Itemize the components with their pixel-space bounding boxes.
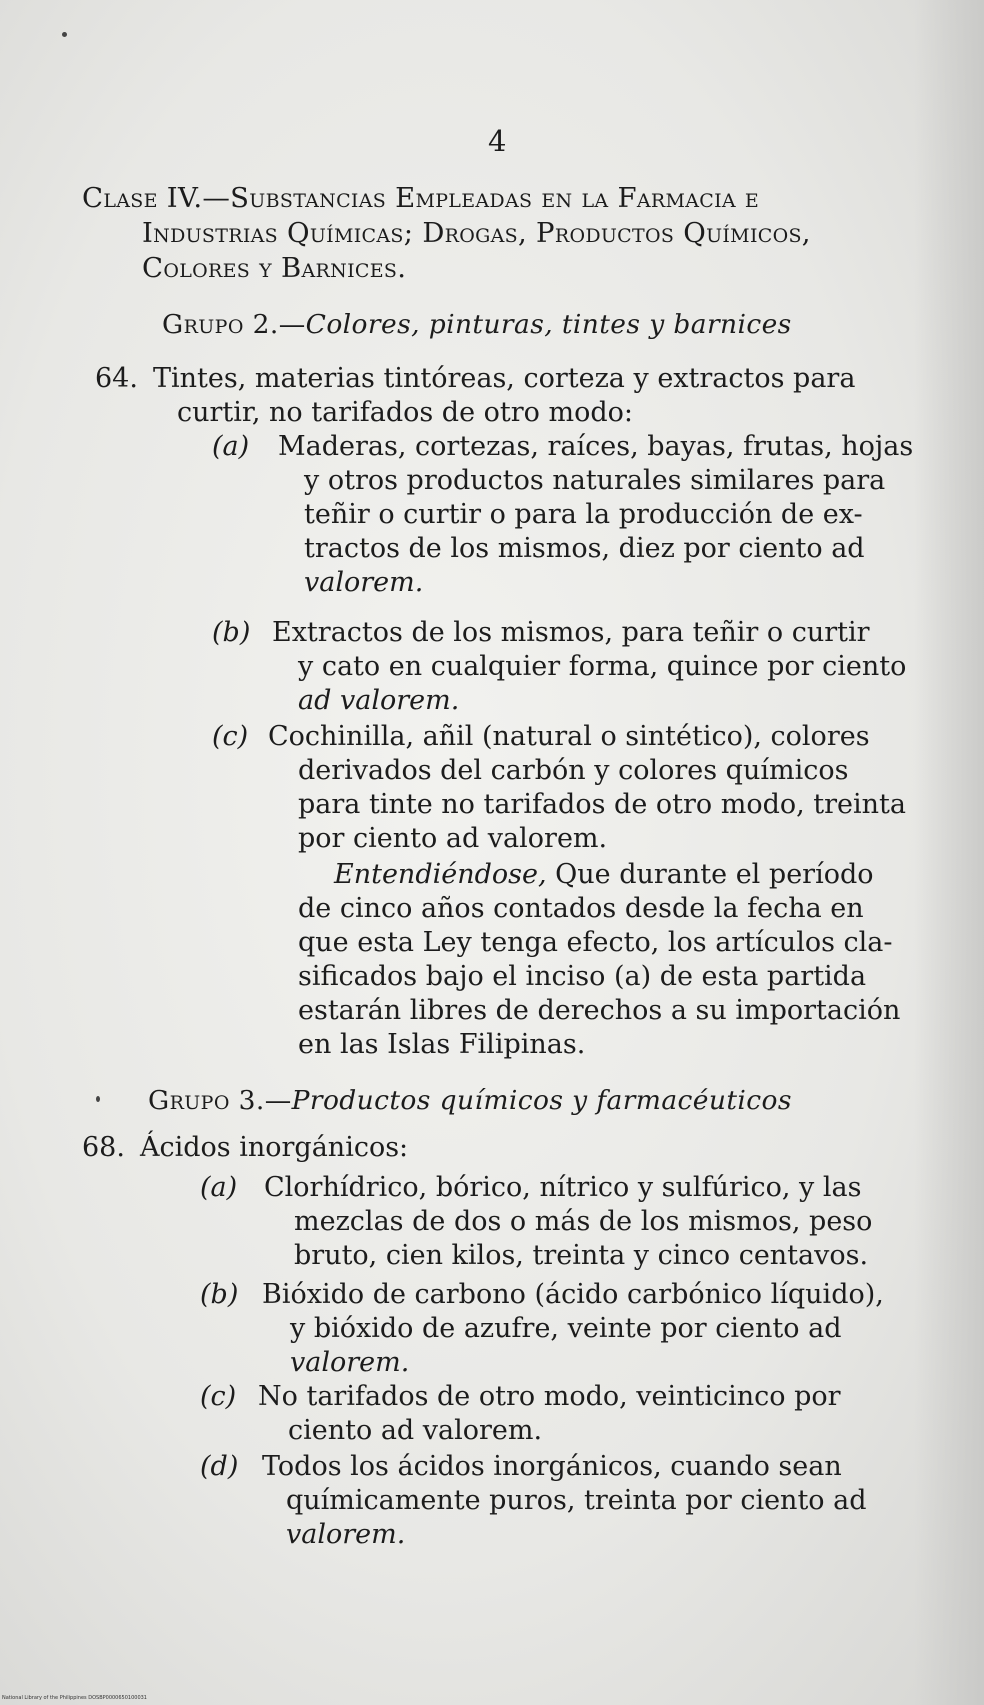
grupo-title: Productos químicos y farmacéuticos (291, 1085, 792, 1116)
sub-line: y bióxido de azufre, veinte por ciento ad (290, 1313, 842, 1344)
sub-line: estarán libres de derechos a su importación (298, 995, 901, 1026)
subitem-label: (a) (212, 431, 250, 462)
clase-line: Industrias Químicas; Drogas, Productos Químicos, (142, 217, 811, 249)
sub-line: sificados bajo el inciso (a) de esta partida (298, 961, 867, 992)
sub-line: que esta Ley tenga efecto, los artículos cla- (298, 927, 893, 958)
sub-line: Extractos de los mismos, para teñir o curtir (272, 617, 870, 648)
page-number: 4 (488, 124, 507, 158)
subitem-label: (b) (200, 1279, 239, 1310)
grupo-title: Colores, pinturas, tintes y barnices (305, 309, 792, 340)
subitem-label: (c) (200, 1381, 237, 1412)
proviso-lead: Entendiéndose, (334, 859, 547, 890)
grupo-label: Grupo 2.— (162, 309, 306, 340)
sub-line: valorem. (290, 1347, 410, 1378)
subitem-68c (200, 1380, 905, 1448)
footer-credit: National Library of the Philippines DOSBP0000650100031 (2, 1695, 147, 1701)
clase-line: Colores y Barnices. (142, 252, 407, 284)
item-number: 64. (95, 363, 138, 394)
speck (62, 32, 67, 37)
subitem-label: (b) (212, 617, 251, 648)
sub-line: Que durante el período (546, 859, 874, 890)
sub-line: y cato en cualquier forma, quince por ciento (298, 651, 907, 682)
subitem-64c (212, 720, 915, 856)
sub-line: y otros productos naturales similares para (304, 465, 886, 496)
sub-line: No tarifados de otro modo, veinticinco por (258, 1381, 841, 1412)
proviso-64 (298, 858, 915, 1062)
sub-line: Bióxido de carbono (ácido carbónico líquido), (262, 1279, 884, 1310)
item-64 (95, 362, 915, 430)
grupo-3-heading (148, 1085, 792, 1116)
sub-line: ad valorem. (298, 685, 460, 716)
item-line: Tintes, materias tintóreas, corteza y extractos para (153, 363, 856, 394)
subitem-label: (c) (212, 721, 249, 752)
item-line: Ácidos inorgánicos: (140, 1132, 409, 1163)
scan-shadow (914, 0, 984, 1705)
subitem-68a (200, 1171, 905, 1273)
subitem-68d (200, 1450, 905, 1552)
item-number: 68. (82, 1132, 125, 1163)
sub-line: de cinco años contados desde la fecha en (298, 893, 864, 924)
subitem-label: (a) (200, 1172, 238, 1203)
grupo-label: Grupo 3.— (148, 1085, 292, 1116)
subitem-64b (212, 616, 915, 718)
sub-line: bruto, cien kilos, treinta y cinco centavos. (294, 1240, 869, 1271)
sub-line: Cochinilla, añil (natural o sintético), colores (268, 721, 870, 752)
sub-line: ciento ad valorem. (288, 1415, 543, 1446)
clase-line: Clase IV.—Substancias Empleadas en la Farmacia e (82, 182, 760, 214)
subitem-label: (d) (200, 1451, 239, 1482)
speck (96, 1096, 100, 1102)
grupo-2-heading (162, 309, 792, 340)
sub-line: por ciento ad valorem. (298, 823, 608, 854)
sub-line: tractos de los mismos, diez por ciento ad (304, 533, 865, 564)
subitem-68b (200, 1278, 905, 1380)
sub-line: mezclas de dos o más de los mismos, peso (294, 1206, 873, 1237)
sub-line: Clorhídrico, bórico, nítrico y sulfúrico, y las (264, 1172, 862, 1203)
sub-line: valorem. (286, 1519, 406, 1550)
sub-line: en las Islas Filipinas. (298, 1029, 586, 1060)
sub-line: Maderas, cortezas, raíces, bayas, frutas, hojas (278, 431, 914, 462)
clase-heading (82, 181, 922, 286)
sub-line: Todos los ácidos inorgánicos, cuando sean (262, 1451, 842, 1482)
sub-line: derivados del carbón y colores químicos (298, 755, 849, 786)
sub-line: para tinte no tarifados de otro modo, treinta (298, 789, 907, 820)
sub-line: químicamente puros, treinta por ciento ad (286, 1485, 867, 1516)
item-line: curtir, no tarifados de otro modo: (177, 397, 633, 428)
sub-line: valorem. (304, 567, 424, 598)
sub-line: teñir o curtir o para la producción de ex- (304, 499, 863, 530)
subitem-64a (212, 430, 915, 600)
item-68 (82, 1131, 902, 1165)
